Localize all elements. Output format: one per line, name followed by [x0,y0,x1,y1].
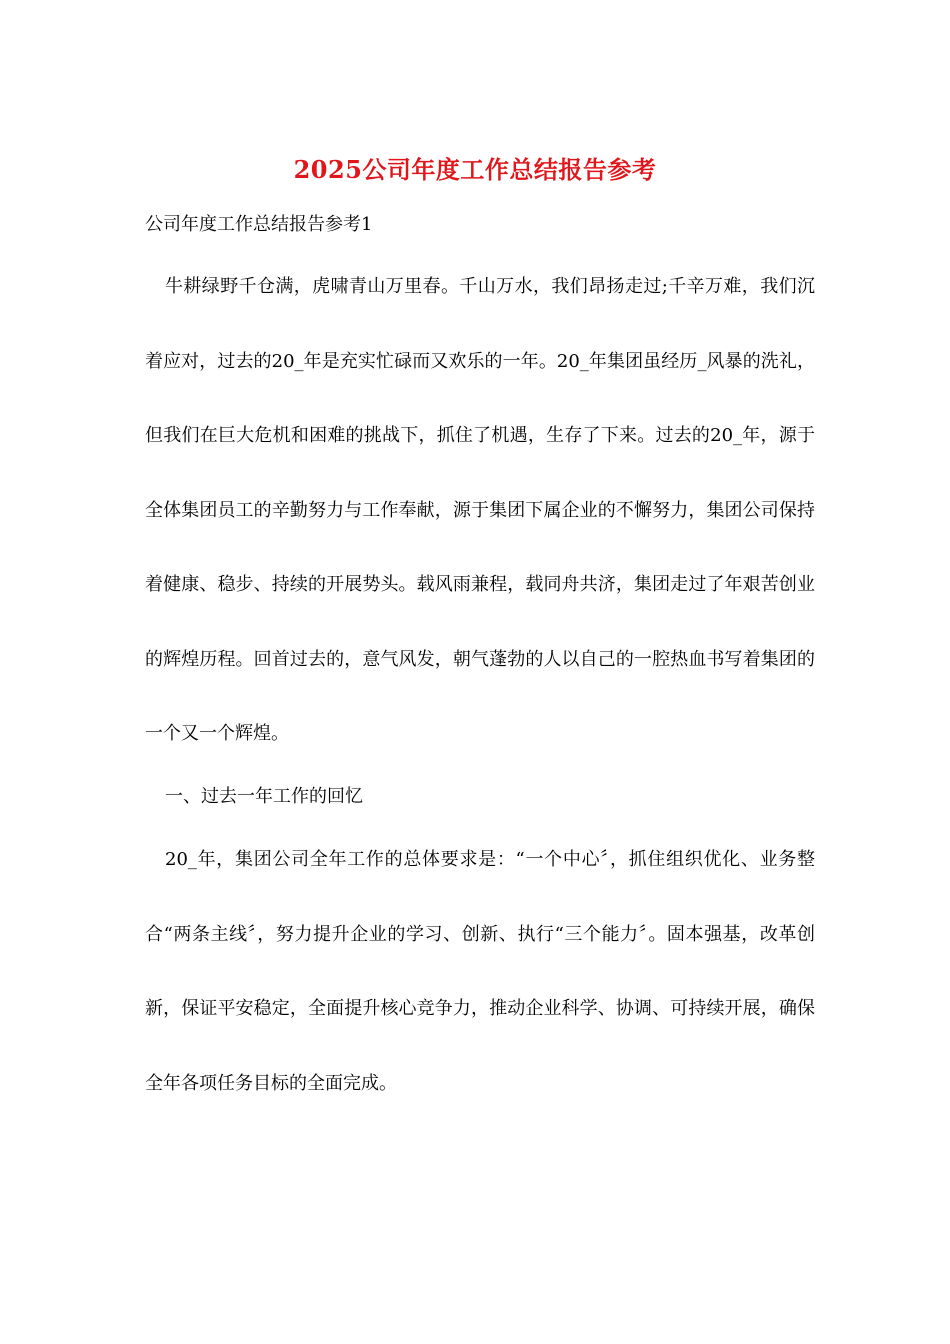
document-subtitle: 公司年度工作总结报告参考1 [145,214,373,235]
section-heading: 一、过去一年工作的回忆 [165,786,363,807]
body-paragraph-1: 牛耕绿野千仓满，虎啸青山万里春。千山万水，我们昂扬走过;千辛万难，我们沉着应对，过去的20_年是充实忙碌而又欢乐的一年。20_年集团虽经历_风暴的洗礼，但我们在巨大危机和困难的挑战下，抓住了机遇，生存了下来。过去的20_年，源于全体集团员工的辛勤努力与工作奉献，源于集团下属企业的不懈努力，集团公司保持着健康、稳步、持续的开展势头。载风雨兼程，载同舟共济，集团走过了年艰苦创业的辉煌历程。回首过去的，意气风发，朝气蓬勃的人以自己的一腔热血书写着集团的一个又一个辉煌。 [145,276,815,744]
body-paragraph-2: 20_年，集团公司全年工作的总体要求是：“一个中心〞，抓住组织优化、业务整合“两条主线〞，努力提升企业的学习、创新、执行“三个能力〞。固本强基，改革创新，保证平安稳定，全面提升核心竞争力，推动企业科学、协调、可持续开展，确保全年各项任务目标的全面完成。 [145,849,815,1094]
document-title: 2025公司年度工作总结报告参考 [293,155,657,184]
